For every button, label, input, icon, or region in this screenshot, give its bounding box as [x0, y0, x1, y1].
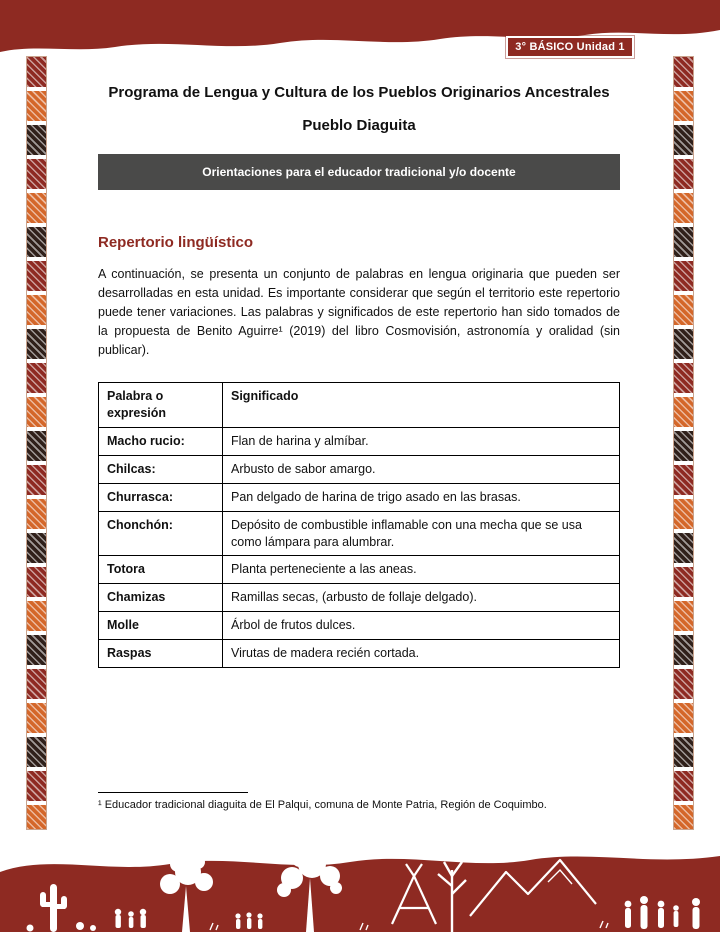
word-cell: Molle [99, 612, 223, 640]
table-row [99, 612, 620, 640]
table-row [99, 428, 620, 456]
meaning-cell: Depósito de combustible inflamable con una mecha que se usa como lámpara para alumbrar. [223, 511, 620, 556]
vocabulary-table [98, 382, 620, 668]
table-row [99, 556, 620, 584]
word-cell: Chonchón: [99, 511, 223, 556]
people-figures-center [235, 912, 262, 929]
word-cell: Macho rucio: [99, 428, 223, 456]
footer-illustration [0, 820, 720, 932]
orientation-banner-label: Orientaciones para el educador tradicional y/o docente [202, 165, 516, 180]
orientation-banner [98, 154, 620, 190]
unit-badge [506, 36, 634, 58]
bird-icons [510, 841, 538, 850]
column-header-word: Palabra o expresión [99, 383, 223, 428]
program-title: Programa de Lengua y Cultura de los Pueblos Originarios Ancestrales [108, 84, 610, 101]
footer-wave-shape [0, 856, 720, 932]
footnote-text: ¹ Educador tradicional diaguita de El Palqui, comuna de Monte Patria, Región de Coquimbo. [98, 799, 547, 811]
pueblo-subtitle: Pueblo Diaguita [302, 117, 416, 135]
word-cell: Chilcas: [99, 455, 223, 483]
word-cell: Totora [99, 556, 223, 584]
intro-paragraph: A continuación, se presenta un conjunto de palabras en lengua originaria que pueden ser desarrolladas en esta unidad. Es importante considerar que según el territorio este repertorio puede tener variaciones. Las palabras y significados de este repertorio han sido tomados de la propuesta de Benito Aguirre¹ (2019) del libro Cosmovisión, astronomía y oralidad (sin publicar). [98, 267, 620, 358]
right-border-pattern [674, 57, 693, 829]
meaning-cell: Pan delgado de harina de trigo asado en las brasas. [223, 483, 620, 511]
word-cell: Raspas [99, 640, 223, 668]
meaning-cell: Ramillas secas, (arbusto de follaje delgado). [223, 584, 620, 612]
table-row [99, 511, 620, 556]
word-cell: Chamizas [99, 584, 223, 612]
meaning-cell: Planta perteneciente a las aneas. [223, 556, 620, 584]
unit-badge-label: 3° BÁSICO Unidad 1 [515, 41, 625, 53]
meaning-cell: Arbusto de sabor amargo. [223, 455, 620, 483]
column-header-meaning: Significado [223, 383, 620, 428]
footnote-separator [98, 792, 248, 793]
section-heading: Repertorio lingüístico [98, 234, 254, 252]
document-content [98, 84, 620, 668]
word-cell: Churrasca: [99, 483, 223, 511]
meaning-cell: Árbol de frutos dulces. [223, 612, 620, 640]
table-row [99, 640, 620, 668]
footnote-block [98, 792, 620, 812]
people-figures-left [115, 909, 146, 928]
top-wave-band [0, 0, 720, 70]
table-row [99, 584, 620, 612]
table-row [99, 483, 620, 511]
table-row [99, 455, 620, 483]
left-border-pattern [27, 57, 46, 829]
meaning-cell: Flan de harina y almíbar. [223, 428, 620, 456]
table-header-row [99, 383, 620, 428]
meaning-cell: Virutas de madera recién cortada. [223, 640, 620, 668]
